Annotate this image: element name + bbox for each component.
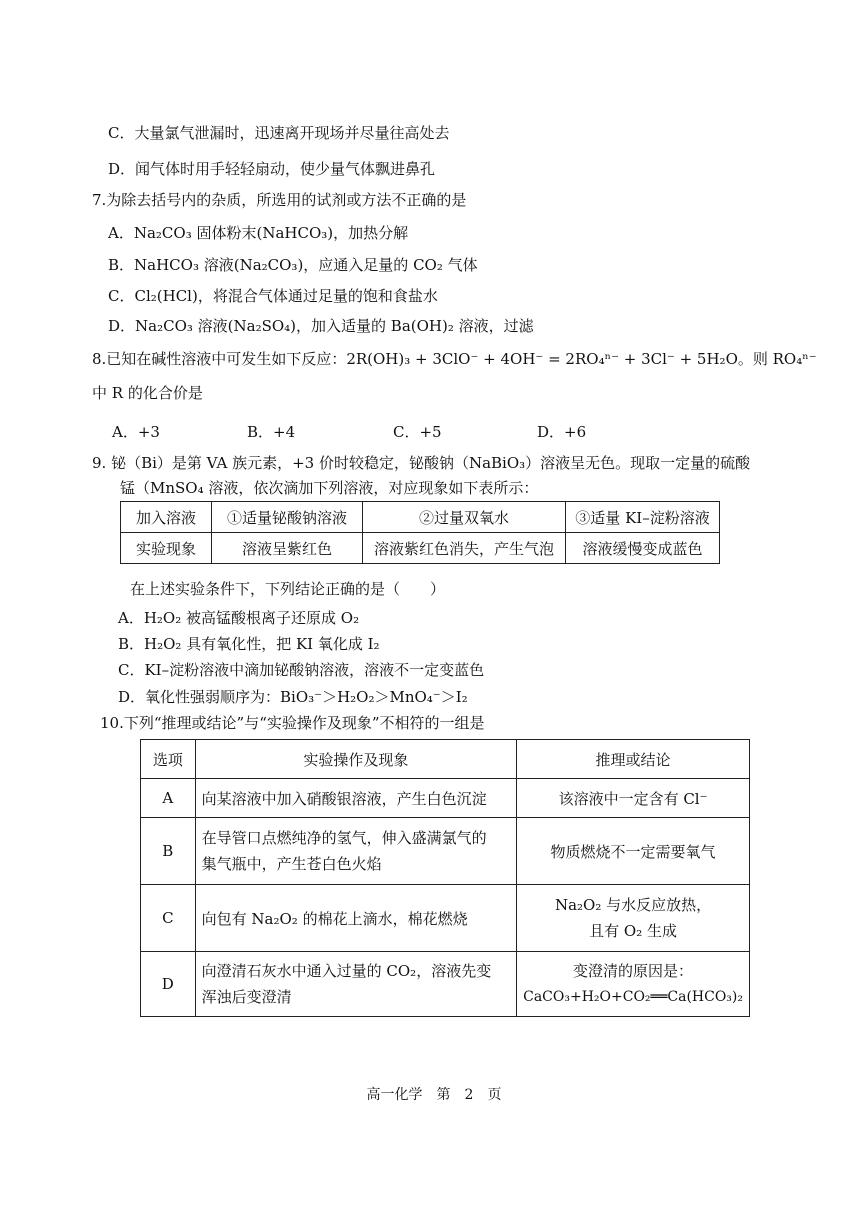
table-cell — [195, 818, 516, 885]
q6-option-c: C．大量氯气泄漏时，迅速离开现场并尽量往高处去 — [108, 124, 450, 142]
table-header-cell: 选项 — [141, 740, 196, 779]
table-cell — [517, 779, 750, 818]
table-cell — [517, 952, 750, 1017]
page-footer: 高一化学 第 2 页 — [366, 1087, 502, 1103]
table-cell — [195, 885, 516, 952]
table-cell-line: Na₂O₂ 与水反应放热， — [554, 896, 712, 914]
table-row — [141, 885, 750, 952]
q8-option-a: A．+3 — [112, 423, 160, 441]
table-cell-line: CaCO₃+H₂O+CO₂══Ca(HCO₃)₂ — [523, 989, 743, 1005]
table-cell — [195, 779, 516, 818]
table-cell: A — [141, 779, 196, 818]
table-cell-line: 且有 O₂ 生成 — [589, 922, 677, 940]
table-cell-line: 物质燃烧不一定需要氧气 — [550, 842, 716, 861]
q9-stem-line1: 9. 铋（Bi）是第 VA 族元素，+3 价时较稳定，铋酸钠（NaBiO₃）溶液呈无色。现取一定量的硫酸 — [92, 454, 751, 472]
table-cell: C — [141, 885, 196, 952]
table-cell: 实验现象 — [121, 533, 212, 564]
q10-stem: 10.下列“推理或结论”与“实验操作及现象”不相符的一组是 — [100, 714, 485, 732]
table-header-cell: 实验操作及现象 — [195, 740, 516, 779]
table-cell: 溶液缓慢变成蓝色 — [566, 533, 720, 564]
table-cell: 加入溶液 — [121, 502, 212, 533]
q7-option-c: C．Cl₂(HCl)，将混合气体通过足量的饱和食盐水 — [108, 287, 438, 305]
table-row — [121, 502, 720, 533]
q9-option-a: A．H₂O₂ 被高锰酸根离子还原成 O₂ — [118, 609, 360, 627]
table-row — [141, 818, 750, 885]
q7-option-b: B．NaHCO₃ 溶液(Na₂CO₃)，应通入足量的 CO₂ 气体 — [108, 256, 478, 274]
table-cell — [517, 885, 750, 952]
q9-question: 在上述实验条件下，下列结论正确的是（ ） — [130, 580, 446, 598]
q6-option-d: D．闻气体时用手轻轻扇动，使少量气体飘进鼻孔 — [108, 160, 436, 178]
table-cell: ②过量双氧水 — [363, 502, 566, 533]
table-cell — [195, 952, 516, 1017]
q9-option-b: B．H₂O₂ 具有氧化性，把 KI 氧化成 I₂ — [118, 635, 380, 653]
q8-option-c: C．+5 — [393, 423, 442, 441]
table-cell-line: 该溶液中一定含有 Cl⁻ — [558, 789, 708, 808]
table-header-row — [141, 740, 750, 779]
q7-option-d: D．Na₂CO₃ 溶液(Na₂SO₄)，加入适量的 Ba(OH)₂ 溶液，过滤 — [108, 317, 534, 335]
q8-option-b: B．+4 — [247, 423, 296, 441]
table-cell: ①适量铋酸钠溶液 — [212, 502, 363, 533]
table-row — [141, 952, 750, 1017]
table-cell-line: 浑浊后变澄清 — [201, 988, 292, 1006]
table-cell-line: 变澄清的原因是： — [573, 962, 694, 980]
q9-option-d: D．氧化性强弱顺序为：BiO₃⁻＞H₂O₂＞MnO₄⁻＞I₂ — [118, 688, 468, 706]
q9-stem-line2: 锰（MnSO₄ 溶液，依次滴加下列溶液，对应现象如下表所示： — [120, 479, 539, 497]
table-cell — [517, 818, 750, 885]
q8-stem-line1: 8.已知在碱性溶液中可发生如下反应：2R(OH)₃ + 3ClO⁻ + 4OH⁻ = 2RO₄ⁿ⁻ + 3Cl⁻ + 5H₂O。则 RO₄ⁿ⁻ — [92, 350, 817, 368]
table-cell-line: 向包有 Na₂O₂ 的棉花上滴水，棉花燃烧 — [201, 909, 468, 928]
table-cell-line: 在导管口点燃纯净的氢气，伸入盛满氯气的 — [201, 829, 487, 847]
table-cell-line: 向澄清石灰水中通入过量的 CO₂，溶液先变 — [201, 962, 492, 980]
q8-stem-line2: 中 R 的化合价是 — [92, 384, 203, 402]
table-cell: B — [141, 818, 196, 885]
table-cell-line: 向某溶液中加入硝酸银溶液，产生白色沉淀 — [201, 789, 487, 808]
table-cell-line: 集气瓶中，产生苍白色火焰 — [201, 855, 382, 873]
q9-option-c: C．KI–淀粉溶液中滴加铋酸钠溶液，溶液不一定变蓝色 — [118, 661, 485, 679]
q7-option-a: A．Na₂CO₃ 固体粉末(NaHCO₃)，加热分解 — [108, 224, 409, 242]
q10-table — [140, 739, 750, 1017]
table-header-cell: 推理或结论 — [517, 740, 750, 779]
table-cell: ③适量 KI–淀粉溶液 — [566, 502, 720, 533]
table-cell: D — [141, 952, 196, 1017]
table-cell: 溶液紫红色消失，产生气泡 — [363, 533, 566, 564]
q9-table — [120, 501, 720, 564]
q8-option-d: D．+6 — [537, 423, 587, 441]
q7-stem: 7.为除去括号内的杂质，所选用的试剂或方法不正确的是 — [92, 191, 467, 209]
table-row — [141, 779, 750, 818]
table-row — [121, 533, 720, 564]
table-cell: 溶液呈紫红色 — [212, 533, 363, 564]
